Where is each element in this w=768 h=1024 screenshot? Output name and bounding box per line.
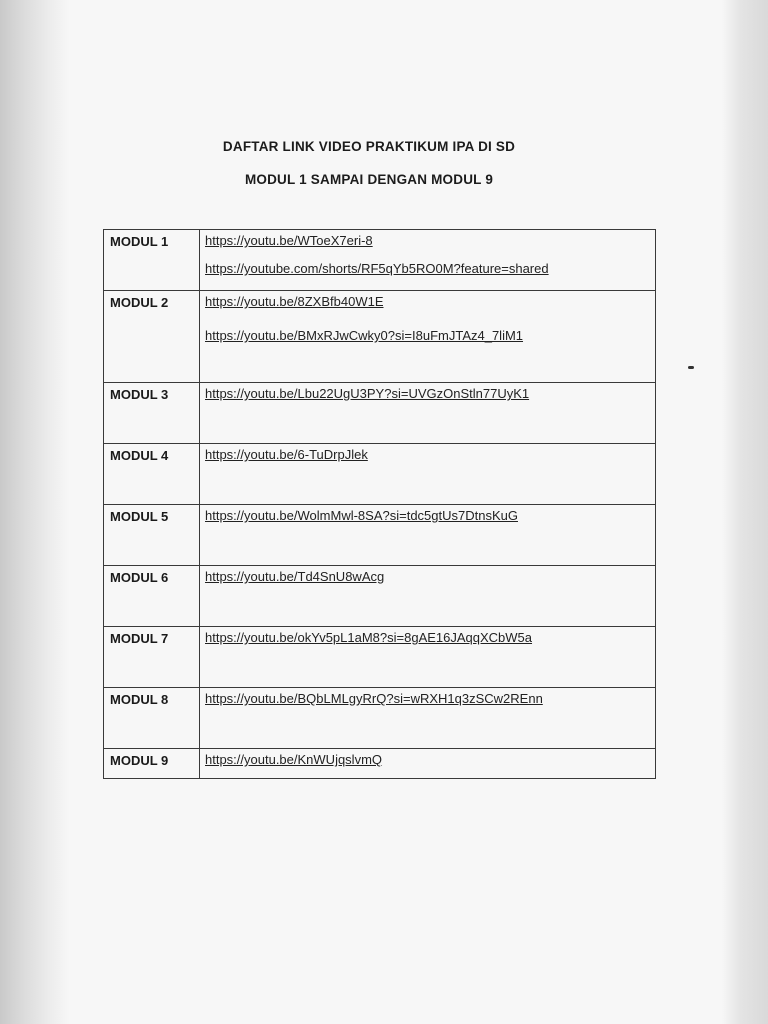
video-link[interactable]: https://youtu.be/Lbu22UgU3PY?si=UVGzOnStln77UyK1 bbox=[205, 386, 530, 401]
module-links bbox=[200, 383, 656, 444]
module-label: MODUL 9 bbox=[104, 749, 200, 779]
module-label: MODUL 8 bbox=[104, 688, 200, 749]
module-links bbox=[200, 749, 656, 779]
module-label: MODUL 6 bbox=[104, 566, 200, 627]
video-link[interactable]: https://youtu.be/BMxRJwCwky0?si=I8uFmJTAz4_7liM1 bbox=[205, 328, 524, 343]
table-row bbox=[104, 505, 656, 566]
module-links bbox=[200, 505, 656, 566]
video-link[interactable]: https://youtu.be/8ZXBfb40W1E bbox=[205, 294, 384, 309]
module-label: MODUL 2 bbox=[104, 291, 200, 383]
table-row bbox=[104, 383, 656, 444]
video-links-table bbox=[103, 229, 656, 779]
module-label: MODUL 3 bbox=[104, 383, 200, 444]
module-links bbox=[200, 566, 656, 627]
video-link[interactable]: https://youtu.be/BQbLMLgyRrQ?si=wRXH1q3zSCw2REnn bbox=[205, 691, 543, 706]
table-row bbox=[104, 444, 656, 505]
table-row bbox=[104, 688, 656, 749]
module-links bbox=[200, 291, 656, 383]
table-row bbox=[104, 566, 656, 627]
table-row bbox=[104, 749, 656, 779]
module-links bbox=[200, 444, 656, 505]
document-title: DAFTAR LINK VIDEO PRAKTIKUM IPA DI SD bbox=[222, 139, 516, 154]
video-link[interactable]: https://youtu.be/6-TuDrpJlek bbox=[205, 447, 368, 462]
module-label: MODUL 1 bbox=[104, 230, 200, 291]
module-links bbox=[200, 627, 656, 688]
module-label: MODUL 4 bbox=[104, 444, 200, 505]
table-row bbox=[104, 291, 656, 383]
scan-speck bbox=[688, 366, 694, 369]
table-row bbox=[104, 627, 656, 688]
module-label: MODUL 7 bbox=[104, 627, 200, 688]
video-link[interactable]: https://youtu.be/KnWUjqslvmQ bbox=[205, 752, 383, 767]
video-link[interactable]: https://youtu.be/WolmMwl-8SA?si=tdc5gtUs7DtnsKuG bbox=[205, 508, 518, 523]
video-link[interactable]: https://youtu.be/Td4SnU8wAcg bbox=[205, 569, 385, 584]
video-link[interactable]: https://youtu.be/WToeX7eri-8 bbox=[205, 233, 373, 248]
document-subtitle: MODUL 1 SAMPAI DENGAN MODUL 9 bbox=[244, 172, 494, 187]
module-links bbox=[200, 230, 656, 291]
video-link[interactable]: https://youtube.com/shorts/RF5qYb5RO0M?feature=shared bbox=[205, 261, 549, 276]
video-link[interactable]: https://youtu.be/okYv5pL1aM8?si=8gAE16JAqqXCbW5a bbox=[205, 630, 533, 645]
table-row bbox=[104, 230, 656, 291]
module-links bbox=[200, 688, 656, 749]
module-label: MODUL 5 bbox=[104, 505, 200, 566]
